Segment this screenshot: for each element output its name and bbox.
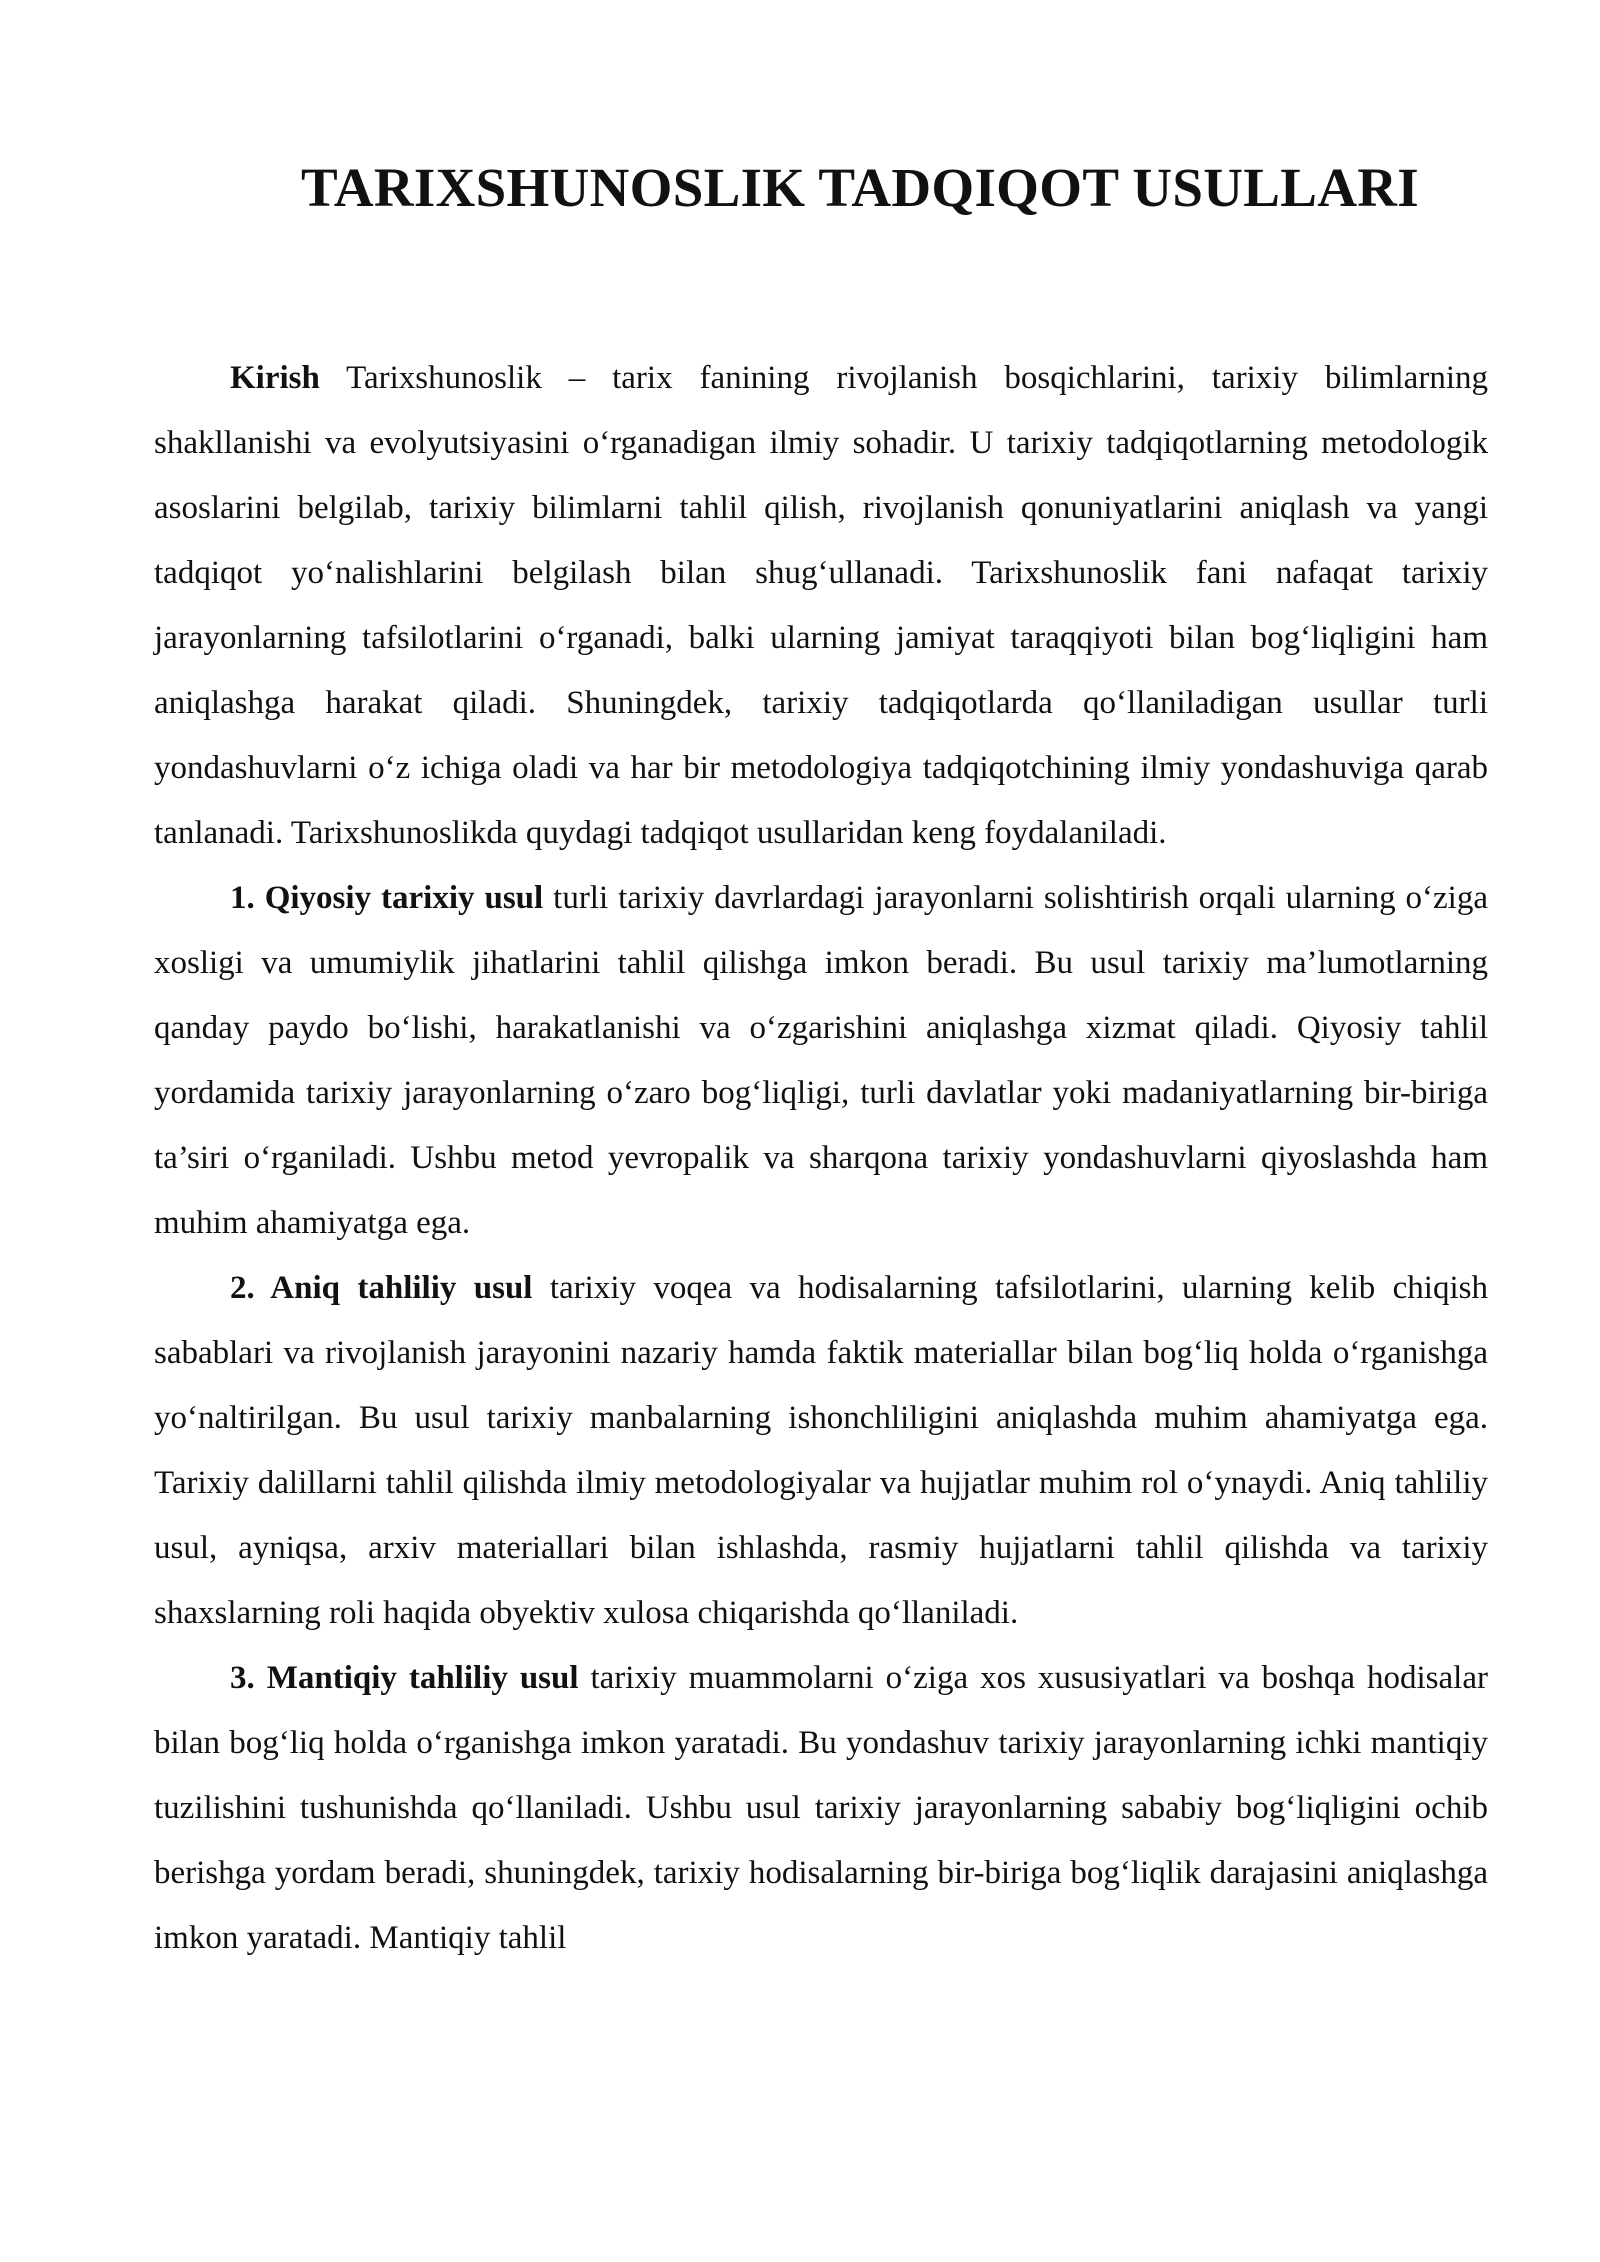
page-title: TARIXSHUNOSLIK TADQIQOT USULLARI (300, 157, 1420, 218)
paragraph-lead: 3. Mantiqiy tahliliy usul (230, 1660, 579, 1696)
paragraph-text: Tarixshunoslik – tarix fanining rivojlanish bosqichlarini, tarixiy bilimlarning shakllanishi va evolyutsiyasini o‘rganadigan ilmiy sohadir. U tarixiy tadqiqotlarning metodologik asoslarini belgilab, tarixiy bilimlarni tahlil qilish, rivojlanish qonuniyatlarini aniqlash va yangi tadqiqot yo‘nalishlarini belgilash bilan shug‘ullanadi. Tarixshunoslik fani nafaqat tarixiy jarayonlarning tafsilotlarini o‘rganadi, balki ularning jamiyat taraqqiyoti bilan bog‘liqligini ham aniqlashga harakat qiladi. Shuningdek, tarixiy tadqiqotlarda qo‘llaniladigan usullar turli yondashuvlarni o‘z ichiga oladi va har bir metodologiya tadqiqotchining ilmiy yondashuviga qarab tanlanadi. Tarixshunoslikda quydagi tadqiqot usullaridan keng foydalaniladi. (154, 360, 1488, 851)
paragraph-method-3 (154, 1646, 1488, 1971)
paragraph-lead: 1. Qiyosiy tarixiy usul (230, 880, 544, 916)
paragraph-intro (154, 346, 1488, 866)
paragraph-text: tarixiy muammolarni o‘ziga xos xususiyatlari va boshqa hodisalar bilan bog‘liq holda o‘rganishga imkon yaratadi. Bu yondashuv tarixiy jarayonlarning ichki mantiqiy tuzilishini tushunishda qo‘llaniladi. Ushbu usul tarixiy jarayonlarning sababiy bog‘liqligini ochib berishga yordam beradi, shuningdek, tarixiy hodisalarning bir-biriga bog‘liqlik darajasini aniqlashga imkon yaratadi. Mantiqiy tahlil (154, 1660, 1488, 1956)
paragraph-text: turli tarixiy davrlardagi jarayonlarni solishtirish orqali ularning o‘ziga xosligi va umumiylik jihatlarini tahlil qilishga imkon beradi. Bu usul tarixiy ma’lumotlarning qanday paydo bo‘lishi, harakatlanishi va o‘zgarishini aniqlashga xizmat qiladi. Qiyosiy tahlil yordamida tarixiy jarayonlarning o‘zaro bog‘liqligi, turli davlatlar yoki madaniyatlarning bir-biriga ta’siri o‘rganiladi. Ushbu metod yevropalik va sharqona tarixiy yondashuvlarni qiyoslashda ham muhim ahamiyatga ega. (154, 880, 1488, 1241)
paragraph-lead: 2. Aniq tahliliy usul (230, 1270, 533, 1306)
document-body (154, 346, 1488, 1971)
paragraph-method-1 (154, 866, 1488, 1256)
paragraph-lead: Kirish (230, 360, 320, 396)
paragraph-method-2 (154, 1256, 1488, 1646)
paragraph-text: tarixiy voqea va hodisalarning tafsilotlarini, ularning kelib chiqish sabablari va rivojlanish jarayonini nazariy hamda faktik materiallar bilan bog‘liq holda o‘rganishga yo‘naltirilgan. Bu usul tarixiy manbalarning ishonchliligini aniqlashda muhim ahamiyatga ega. Tarixiy dalillarni tahlil qilishda ilmiy metodologiyalar va hujjatlar muhim rol o‘ynaydi. Aniq tahliliy usul, ayniqsa, arxiv materiallari bilan ishlashda, rasmiy hujjatlarni tahlil qilishda va tarixiy shaxslarning roli haqida obyektiv xulosa chiqarishda qo‘llaniladi. (154, 1270, 1488, 1631)
